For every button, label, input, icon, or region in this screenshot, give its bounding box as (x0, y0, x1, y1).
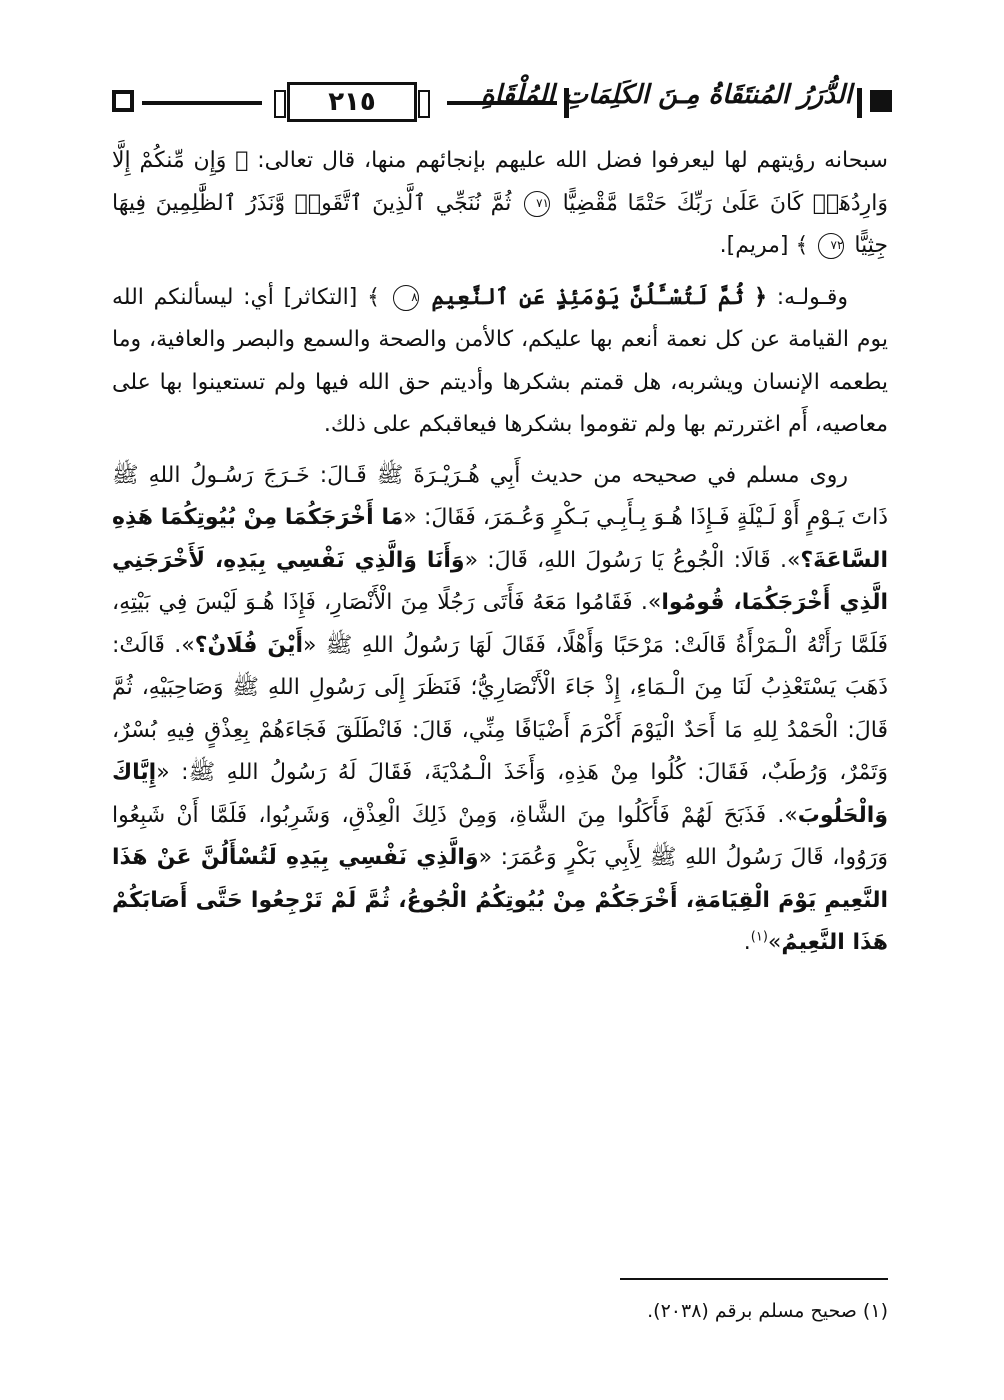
quran-verse: ﴿ وَإِن مِّنكُمْ إِلَّا وَارِدُهَاۚ كَانَ عَلَىٰ رَبِّكَ حَتْمًا مَّقْضِيًّا (112, 148, 888, 216)
surah-reference: ﴾ [مريم]. (719, 233, 809, 258)
hadith-narration: » (767, 930, 782, 955)
quran-verse: ﴿ ثُمَّ لَتُسْـَٔلُنَّ يَوْمَئِذٍ عَنِ ٱلنَّعِيمِ (431, 283, 767, 310)
header-ornament-tick (857, 88, 862, 118)
footnote: (١) صحيح مسلم برقم (٢٠٣٨). (647, 1300, 888, 1322)
text: سبحانه رؤيتهم لها ليعرفوا فضل الله عليهم بإنجائهم منها، قال تعالى: (257, 148, 888, 173)
hadith-prophet-speech: أَيْنَ فُلَانٌ؟ (194, 632, 303, 658)
surah-reference: ﴾ [التكاثر] (283, 284, 380, 310)
quran-verse: ثُمَّ نُنَجِّي ٱلَّذِينَ ٱتَّقَوا۟ وَّنَذَرُ ٱلظَّٰلِمِينَ فِيهَا جِثِيًّا (112, 190, 888, 258)
hadith-narration: . (743, 930, 751, 955)
hadith-prophet-speech: وَأَنَا وَالَّذِي نَفْسِي بِيَدِهِ، لَأَخْرَجَنِي الَّذِي أَخْرَجَكُمَا، قُومُوا (112, 547, 888, 615)
header-rule-left (142, 101, 262, 105)
book-title: الدُّرَرُ المُنتَقَاةُ مِـنَ الكَلِمَاتِ المُلْقَاةِ (480, 80, 852, 110)
ayah-number: ٧١ (524, 191, 550, 217)
header-ornament-square-outline (112, 90, 134, 112)
hadith-prophet-speech: وَالَّذِي نَفْسِي بِيَدِهِ لَتُسْأَلُنَّ عَنْ هَذَا النَّعِيمِ يَوْمَ الْقِيَامَةِ، أَخْرَجَكُمْ مِنْ بُيُوتِكُمُ الْجُوعُ، ثُمَّ لَمْ تَرْجِعُوا حَتَّى أَصَابَكُمْ هَذَا النَّعِيمُ (112, 845, 888, 955)
hadith-narration: روى مسلم في صحيحه من حديث أَبِي هُـرَيْـرَةَ ﷺ قَـالَ: خَـرَجَ رَسُـولُ اللهِ ﷺ ذَاتَ يَـوْمٍ أَوْ لَـيْلَةٍ فَـإِذَا هُـوَ بِـأَبِـي بَـكْرٍ وَعُـمَرَ، فَقَالَ: « (112, 462, 888, 530)
paragraph-1 (112, 140, 888, 268)
hadith-narration: ». فَقَامُوا مَعَهُ فَأَتَى رَجُلًا مِنَ الْأَنْصَارِ، فَإِذَا هُـوَ لَيْسَ فِي بَيْتِهِ، فَلَمَّا رَأَتْهُ الْـمَرْأَةُ قَالَتْ: مَرْحَبًا وَأَهْلًا، فَقَالَ لَهَا رَسُولُ اللهِ ﷺ « (112, 590, 888, 658)
page-header (112, 82, 892, 126)
hadith-narration: ». قَالَتْ: ذَهَبَ يَسْتَعْذِبُ لَنَا مِنَ الْـمَاءِ، إِذْ جَاءَ الْأَنْصَارِيُّ؛ فَنَظَرَ إِلَى رَسُولِ اللهِ ﷺ وَصَاحِبَيْهِ، ثُمَّ قَالَ: الْحَمْدُ لِلهِ مَا أَحَدٌ الْيَوْمَ أَكْرَمَ أَضْيَافًا مِنِّي، قَالَ: فَانْطَلَقَ فَجَاءَهُمْ بِعِذْقٍ فِيهِ بُسْرٌ، وَتَمْرٌ، وَرُطَبٌ، فَقَالَ: كُلُوا مِنْ هَذِهِ، وَأَخَذَ الْـمُدْيَةَ، فَقَالَ لَهُ رَسُولُ اللهِ ﷺ: « (112, 632, 888, 785)
paragraph-3-hadith (112, 455, 888, 965)
page-number-box (287, 82, 417, 122)
header-ornament-square-filled (870, 90, 892, 112)
hadith-prophet-speech: إِيَّاكَ وَالْحَلُوبَ (112, 760, 888, 828)
hadith-narration: ». فَذَبَحَ لَهُمْ فَأَكَلُوا مِنَ الشَّاةِ، وَمِنْ ذَلِكَ الْعِذْقِ، وَشَرِبُوا، فَلَمَّا أَنْ شَبِعُوا وَرَوُوا، قَالَ رَسُولُ اللهِ ﷺ لِأَبِي بَكْرٍ وَعُمَرَ: « (112, 802, 888, 870)
hadith-prophet-speech: مَا أَخْرَجَكُمَا مِنْ بُيُوتِكُمَا هَذِهِ السَّاعَةَ؟ (112, 505, 888, 573)
footnote-separator (620, 1278, 888, 1280)
ayah-number: ٧٢ (818, 233, 844, 259)
ayah-number: ٨ (393, 285, 419, 311)
page-number: ٢١٥ (328, 87, 376, 117)
paragraph-2 (112, 276, 888, 447)
tafsir-text: أي: ليسألنكم الله يوم القيامة عن كل نعمة أنعم بها عليكم، كالأمن والصحة والسمع والبصر والعافية، وما يطعمه الإنسان ويشربه، هل قمتم بشكرها وأديتم حق الله فيها ولم تستعينوا بها على معاصيه، أَم اغتررتم بها ولم تقوموا بشكرها فيعاقبكم على ذلك. (112, 284, 888, 437)
footnote-reference[interactable]: (١) (750, 929, 768, 945)
page-body (112, 140, 888, 973)
text: وقـولـه: (776, 284, 849, 310)
hadith-narration: ». قَالَا: الْجُوعُ يَا رَسُولَ اللهِ، قَالَ: « (464, 547, 801, 573)
